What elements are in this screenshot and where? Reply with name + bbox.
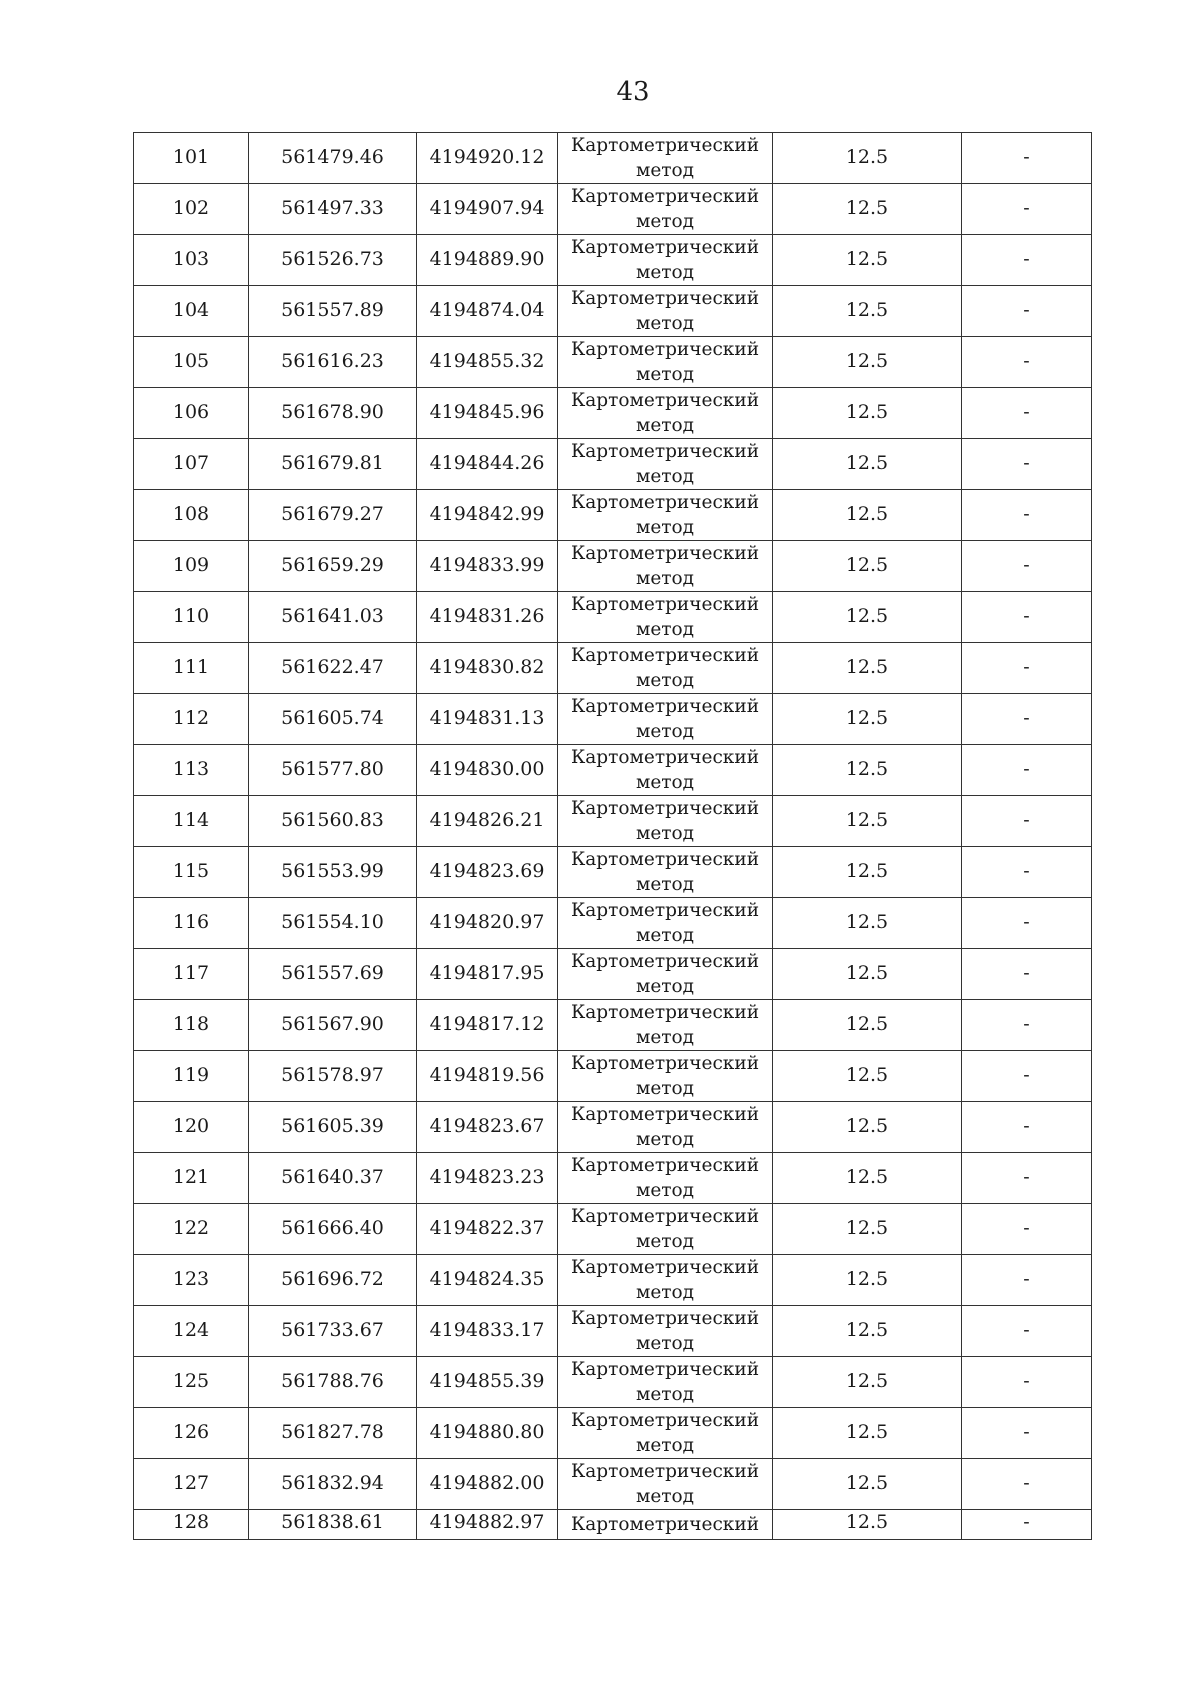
note-cell: -: [962, 898, 1092, 949]
method-cell: [558, 286, 773, 337]
method-cell: [558, 694, 773, 745]
method-line-2: метод: [635, 1231, 695, 1252]
accuracy-cell: 12.5: [773, 1357, 962, 1408]
method-line-1: Картометрический: [570, 1461, 760, 1482]
y-coordinate-cell: 4194907.94: [417, 184, 558, 235]
method-cell: [558, 745, 773, 796]
y-coordinate-cell: 4194823.23: [417, 1153, 558, 1204]
method-line-1: Картометрический: [570, 1002, 760, 1023]
note-cell: -: [962, 1459, 1092, 1510]
point-number-cell: 128: [134, 1510, 249, 1540]
table-row: [134, 133, 1092, 184]
method-cell: [558, 592, 773, 643]
method-cell: [558, 643, 773, 694]
table-row: [134, 1510, 1092, 1540]
point-number-cell: 118: [134, 1000, 249, 1051]
table-row: [134, 949, 1092, 1000]
note-cell: -: [962, 1408, 1092, 1459]
x-coordinate-cell: 561554.10: [249, 898, 417, 949]
method-line-1: Картометрический: [570, 1308, 760, 1329]
method-line-2: метод: [635, 670, 695, 691]
note-cell: -: [962, 541, 1092, 592]
point-number-cell: 114: [134, 796, 249, 847]
point-number-cell: 103: [134, 235, 249, 286]
note-cell: -: [962, 694, 1092, 745]
accuracy-cell: 12.5: [773, 592, 962, 643]
method-cell: [558, 337, 773, 388]
accuracy-cell: 12.5: [773, 1102, 962, 1153]
table-row: [134, 1000, 1092, 1051]
x-coordinate-cell: 561577.80: [249, 745, 417, 796]
method-line-1: Картометрический: [570, 1155, 760, 1176]
point-number-cell: 110: [134, 592, 249, 643]
accuracy-cell: 12.5: [773, 439, 962, 490]
x-coordinate-cell: 561641.03: [249, 592, 417, 643]
method-cell: [558, 184, 773, 235]
table-row: [134, 1255, 1092, 1306]
x-coordinate-cell: 561557.89: [249, 286, 417, 337]
method-line-1: Картометрический: [570, 237, 760, 258]
table-row: [134, 235, 1092, 286]
point-number-cell: 109: [134, 541, 249, 592]
table-row: [134, 439, 1092, 490]
method-cell: [558, 1153, 773, 1204]
method-line-1: Картометрический: [570, 951, 760, 972]
x-coordinate-cell: 561679.27: [249, 490, 417, 541]
accuracy-cell: 12.5: [773, 490, 962, 541]
x-coordinate-cell: 561640.37: [249, 1153, 417, 1204]
method-line-1: Картометрический: [570, 798, 760, 819]
point-number-cell: 127: [134, 1459, 249, 1510]
point-number-cell: 105: [134, 337, 249, 388]
method-line-1: Картометрический: [570, 1104, 760, 1125]
table-row: [134, 694, 1092, 745]
method-line-1: Картометрический: [570, 186, 760, 207]
method-line-2: метод: [635, 415, 695, 436]
point-number-cell: 104: [134, 286, 249, 337]
x-coordinate-cell: 561838.61: [249, 1510, 417, 1540]
method-line-1: Картометрический: [570, 645, 760, 666]
method-line-2: метод: [635, 619, 695, 640]
accuracy-cell: 12.5: [773, 643, 962, 694]
point-number-cell: 102: [134, 184, 249, 235]
method-line-1: Картометрический: [570, 1206, 760, 1227]
method-cell: [558, 1408, 773, 1459]
x-coordinate-cell: 561622.47: [249, 643, 417, 694]
note-cell: -: [962, 847, 1092, 898]
accuracy-cell: 12.5: [773, 949, 962, 1000]
table-row: [134, 286, 1092, 337]
note-cell: -: [962, 745, 1092, 796]
accuracy-cell: 12.5: [773, 337, 962, 388]
point-number-cell: 122: [134, 1204, 249, 1255]
y-coordinate-cell: 4194823.67: [417, 1102, 558, 1153]
point-number-cell: 117: [134, 949, 249, 1000]
x-coordinate-cell: 561497.33: [249, 184, 417, 235]
method-cell: [558, 796, 773, 847]
accuracy-cell: 12.5: [773, 1204, 962, 1255]
x-coordinate-cell: 561679.81: [249, 439, 417, 490]
x-coordinate-cell: 561567.90: [249, 1000, 417, 1051]
table-row: [134, 1408, 1092, 1459]
method-line-2: метод: [635, 1333, 695, 1354]
note-cell: -: [962, 1204, 1092, 1255]
accuracy-cell: 12.5: [773, 1459, 962, 1510]
accuracy-cell: 12.5: [773, 235, 962, 286]
note-cell: -: [962, 1153, 1092, 1204]
y-coordinate-cell: 4194831.13: [417, 694, 558, 745]
y-coordinate-cell: 4194882.00: [417, 1459, 558, 1510]
method-line-2: метод: [635, 1078, 695, 1099]
method-line-1: Картометрический: [570, 441, 760, 462]
method-cell: [558, 490, 773, 541]
point-number-cell: 123: [134, 1255, 249, 1306]
note-cell: -: [962, 439, 1092, 490]
y-coordinate-cell: 4194833.99: [417, 541, 558, 592]
y-coordinate-cell: 4194855.39: [417, 1357, 558, 1408]
method-line-1: Картометрический: [570, 339, 760, 360]
table-row: [134, 796, 1092, 847]
table-row: [134, 1204, 1092, 1255]
y-coordinate-cell: 4194833.17: [417, 1306, 558, 1357]
y-coordinate-cell: 4194824.35: [417, 1255, 558, 1306]
method-line-2: метод: [635, 160, 695, 181]
method-line-2: метод: [635, 976, 695, 997]
accuracy-cell: 12.5: [773, 133, 962, 184]
method-line-2: метод: [635, 1282, 695, 1303]
note-cell: -: [962, 286, 1092, 337]
method-line-1: Картометрический: [570, 849, 760, 870]
accuracy-cell: 12.5: [773, 541, 962, 592]
coordinates-table: [133, 132, 1092, 1540]
method-cell: [558, 1459, 773, 1510]
method-cell: [558, 847, 773, 898]
y-coordinate-cell: 4194822.37: [417, 1204, 558, 1255]
method-line-1: Картометрический: [570, 696, 760, 717]
x-coordinate-cell: 561733.67: [249, 1306, 417, 1357]
method-line-2: метод: [635, 1180, 695, 1201]
table-row: [134, 847, 1092, 898]
method-line-2: метод: [635, 1027, 695, 1048]
point-number-cell: 106: [134, 388, 249, 439]
y-coordinate-cell: 4194845.96: [417, 388, 558, 439]
y-coordinate-cell: 4194844.26: [417, 439, 558, 490]
accuracy-cell: 12.5: [773, 286, 962, 337]
note-cell: -: [962, 1000, 1092, 1051]
accuracy-cell: 12.5: [773, 388, 962, 439]
note-cell: -: [962, 133, 1092, 184]
x-coordinate-cell: 561827.78: [249, 1408, 417, 1459]
method-line-1: Картометрический: [570, 135, 760, 156]
x-coordinate-cell: 561659.29: [249, 541, 417, 592]
note-cell: -: [962, 1102, 1092, 1153]
method-cell: [558, 133, 773, 184]
table-row: [134, 490, 1092, 541]
y-coordinate-cell: 4194882.97: [417, 1510, 558, 1540]
accuracy-cell: 12.5: [773, 1051, 962, 1102]
accuracy-cell: 12.5: [773, 1408, 962, 1459]
accuracy-cell: 12.5: [773, 1153, 962, 1204]
table-row: [134, 1153, 1092, 1204]
y-coordinate-cell: 4194889.90: [417, 235, 558, 286]
method-line-1: Картометрический: [570, 1257, 760, 1278]
method-line-2: метод: [635, 364, 695, 385]
method-line-2: метод: [635, 466, 695, 487]
x-coordinate-cell: 561578.97: [249, 1051, 417, 1102]
point-number-cell: 108: [134, 490, 249, 541]
table-row: [134, 1306, 1092, 1357]
y-coordinate-cell: 4194820.97: [417, 898, 558, 949]
y-coordinate-cell: 4194920.12: [417, 133, 558, 184]
page-number: 43: [616, 77, 650, 107]
note-cell: -: [962, 592, 1092, 643]
x-coordinate-cell: 561605.74: [249, 694, 417, 745]
method-line-1: Картометрический: [570, 390, 760, 411]
note-cell: -: [962, 1357, 1092, 1408]
method-line-2: метод: [635, 313, 695, 334]
point-number-cell: 107: [134, 439, 249, 490]
note-cell: -: [962, 1306, 1092, 1357]
method-line-2: метод: [635, 1435, 695, 1456]
y-coordinate-cell: 4194855.32: [417, 337, 558, 388]
accuracy-cell: 12.5: [773, 184, 962, 235]
method-line-2: метод: [635, 874, 695, 895]
method-line-2: метод: [635, 1384, 695, 1405]
method-cell: [558, 1255, 773, 1306]
table-row: [134, 337, 1092, 388]
point-number-cell: 113: [134, 745, 249, 796]
note-cell: -: [962, 643, 1092, 694]
note-cell: -: [962, 796, 1092, 847]
point-number-cell: 119: [134, 1051, 249, 1102]
note-cell: -: [962, 1510, 1092, 1540]
table-row: [134, 388, 1092, 439]
table-row: [134, 1102, 1092, 1153]
point-number-cell: 125: [134, 1357, 249, 1408]
accuracy-cell: 12.5: [773, 847, 962, 898]
accuracy-cell: 12.5: [773, 745, 962, 796]
method-line-2: метод: [635, 925, 695, 946]
point-number-cell: 111: [134, 643, 249, 694]
method-line-2: метод: [635, 262, 695, 283]
note-cell: -: [962, 1255, 1092, 1306]
x-coordinate-cell: 561832.94: [249, 1459, 417, 1510]
x-coordinate-cell: 561605.39: [249, 1102, 417, 1153]
note-cell: -: [962, 949, 1092, 1000]
method-line-1: Картометрический: [570, 1053, 760, 1074]
x-coordinate-cell: 561788.76: [249, 1357, 417, 1408]
method-cell: [558, 1204, 773, 1255]
method-cell: [558, 1510, 773, 1540]
x-coordinate-cell: 561616.23: [249, 337, 417, 388]
y-coordinate-cell: 4194817.95: [417, 949, 558, 1000]
y-coordinate-cell: 4194830.82: [417, 643, 558, 694]
table-row: [134, 1051, 1092, 1102]
method-cell: [558, 388, 773, 439]
method-line-1: Картометрический: [570, 1359, 760, 1380]
table-row: [134, 745, 1092, 796]
x-coordinate-cell: 561560.83: [249, 796, 417, 847]
note-cell: -: [962, 235, 1092, 286]
method-line-2: метод: [635, 517, 695, 538]
x-coordinate-cell: 561678.90: [249, 388, 417, 439]
accuracy-cell: 12.5: [773, 1510, 962, 1540]
note-cell: -: [962, 184, 1092, 235]
point-number-cell: 126: [134, 1408, 249, 1459]
y-coordinate-cell: 4194826.21: [417, 796, 558, 847]
x-coordinate-cell: 561553.99: [249, 847, 417, 898]
table-body: [134, 133, 1092, 1540]
accuracy-cell: 12.5: [773, 1306, 962, 1357]
method-cell: [558, 898, 773, 949]
method-cell: [558, 1306, 773, 1357]
note-cell: -: [962, 337, 1092, 388]
method-line-1: Картометрический: [570, 900, 760, 921]
y-coordinate-cell: 4194880.80: [417, 1408, 558, 1459]
method-cell: [558, 949, 773, 1000]
method-line-1: Картометрический: [570, 492, 760, 513]
y-coordinate-cell: 4194830.00: [417, 745, 558, 796]
table-row: [134, 898, 1092, 949]
y-coordinate-cell: 4194874.04: [417, 286, 558, 337]
x-coordinate-cell: 561526.73: [249, 235, 417, 286]
note-cell: -: [962, 388, 1092, 439]
y-coordinate-cell: 4194817.12: [417, 1000, 558, 1051]
method-line-2: метод: [635, 1486, 695, 1507]
method-line-2: метод: [635, 211, 695, 232]
point-number-cell: 116: [134, 898, 249, 949]
table-row: [134, 541, 1092, 592]
method-cell: [558, 541, 773, 592]
point-number-cell: 112: [134, 694, 249, 745]
note-cell: -: [962, 1051, 1092, 1102]
method-line-2: метод: [635, 721, 695, 742]
method-cell: [558, 1051, 773, 1102]
method-line-2: метод: [635, 568, 695, 589]
table-row: [134, 643, 1092, 694]
table-row: [134, 1459, 1092, 1510]
y-coordinate-cell: 4194823.69: [417, 847, 558, 898]
x-coordinate-cell: 561479.46: [249, 133, 417, 184]
table-row: [134, 184, 1092, 235]
accuracy-cell: 12.5: [773, 796, 962, 847]
method-line-1: Картометрический: [570, 288, 760, 309]
accuracy-cell: 12.5: [773, 1255, 962, 1306]
method-line-2: метод: [635, 772, 695, 793]
method-cell: [558, 1000, 773, 1051]
point-number-cell: 115: [134, 847, 249, 898]
accuracy-cell: 12.5: [773, 898, 962, 949]
note-cell: -: [962, 490, 1092, 541]
method-line-1: Картометрический: [570, 1514, 760, 1535]
x-coordinate-cell: 561666.40: [249, 1204, 417, 1255]
x-coordinate-cell: 561557.69: [249, 949, 417, 1000]
y-coordinate-cell: 4194819.56: [417, 1051, 558, 1102]
method-line-1: Картометрический: [570, 543, 760, 564]
point-number-cell: 120: [134, 1102, 249, 1153]
method-cell: [558, 1357, 773, 1408]
method-line-2: метод: [635, 1129, 695, 1150]
point-number-cell: 121: [134, 1153, 249, 1204]
x-coordinate-cell: 561696.72: [249, 1255, 417, 1306]
y-coordinate-cell: 4194842.99: [417, 490, 558, 541]
table-row: [134, 1357, 1092, 1408]
point-number-cell: 101: [134, 133, 249, 184]
accuracy-cell: 12.5: [773, 694, 962, 745]
y-coordinate-cell: 4194831.26: [417, 592, 558, 643]
method-cell: [558, 439, 773, 490]
method-line-1: Картометрический: [570, 747, 760, 768]
method-line-2: метод: [635, 823, 695, 844]
point-number-cell: 124: [134, 1306, 249, 1357]
table-row: [134, 592, 1092, 643]
method-cell: [558, 235, 773, 286]
method-line-1: Картометрический: [570, 594, 760, 615]
method-cell: [558, 1102, 773, 1153]
method-line-1: Картометрический: [570, 1410, 760, 1431]
accuracy-cell: 12.5: [773, 1000, 962, 1051]
